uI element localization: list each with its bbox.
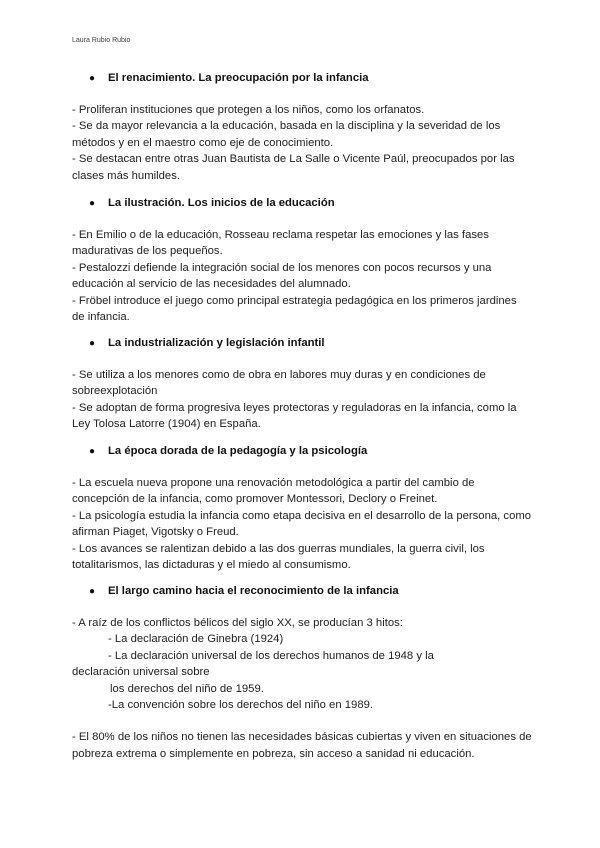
paragraph: - Los avances se ralentizan debido a las dos guerras mundiales, la guerra civil, los totalitarismos, las dictaduras y el miedo al consumismo. xyxy=(72,542,485,572)
bullet-icon: ● xyxy=(89,446,96,457)
section-heading-text: El largo camino hacia el reconocimiento de la infancia xyxy=(108,585,399,597)
section-heading xyxy=(72,336,532,351)
paragraph: - Fröbel introduce el juego como principal estrategia pedagógica en los primeros jardines de infancia. xyxy=(72,294,517,324)
section-heading-text: La ilustración. Los inicios de la educación xyxy=(108,197,335,209)
paragraph: - Proliferan instituciones que protegen a los niños, como los orfanatos. xyxy=(72,104,425,116)
paragraph: - Se destacan entre otras Juan Bautista de La Salle o Vicente Paúl, preocupados por las clases más humildes. xyxy=(72,153,515,182)
section-industrializacion xyxy=(72,336,532,433)
section-epoca-dorada xyxy=(72,444,532,573)
section-body xyxy=(72,102,532,184)
section-heading xyxy=(72,444,532,459)
paragraph: - Se da mayor relevancia a la educación, basada en la disciplina y la severidad de los métodos y en el maestro como eje de conocimiento. xyxy=(72,120,501,149)
list-item: - La declaración universal de los derechos humanos de 1948 y la xyxy=(108,649,434,662)
section-heading xyxy=(72,196,532,211)
bullet-icon: ● xyxy=(89,73,96,84)
section-heading-text: La industrialización y legislación infantil xyxy=(108,337,325,349)
section-heading-text: La época dorada de la pedagogía y la psicología xyxy=(108,445,368,457)
section-heading-text: El renacimiento. La preocupación por la infancia xyxy=(108,72,369,84)
section-reconocimiento xyxy=(72,584,532,762)
section-body xyxy=(72,615,532,762)
bullet-icon: ● xyxy=(89,338,96,349)
section-heading xyxy=(72,584,532,599)
section-body xyxy=(72,475,532,573)
paragraph: - A raíz de los conflictos bélicos del siglo XX, se producían 3 hitos: xyxy=(72,617,403,629)
list-item: - La declaración de Ginebra (1924) xyxy=(108,633,284,646)
list-item-continuation: declaración universal sobre xyxy=(72,666,210,679)
paragraph: - Pestalozzi defiende la integración social de los menores con pocos recursos y una educación al servicio de las necesidades del alumnado. xyxy=(72,261,492,291)
section-ilustracion xyxy=(72,196,532,325)
bullet-icon: ● xyxy=(89,586,96,597)
section-heading xyxy=(72,71,532,86)
section-renacimiento xyxy=(72,71,532,184)
author-name: Laura Rubio Rubio xyxy=(72,37,131,44)
list-item-continuation: los derechos del niño de 1959. xyxy=(110,682,264,695)
paragraph: - La psicología estudia la infancia como etapa decisiva en el desarrollo de la persona, como afirman Piaget, Vigotsky o Freud. xyxy=(72,509,532,539)
paragraph: - En Emilio o de la educación, Rosseau reclama respetar las emociones y las fases madurativas de los pequeños. xyxy=(72,229,489,258)
section-body xyxy=(72,367,532,433)
section-body xyxy=(72,227,532,325)
paragraph: - Se utiliza a los menores como de obra en labores muy duras y en condiciones de sobreexplotación xyxy=(72,369,486,398)
list-item: -La convención sobre los derechos del niño en 1989. xyxy=(108,699,374,712)
paragraph: - El 80% de los niños no tienen las necesidades básicas cubiertas y viven en situaciones de pobreza extrema o simplemente en pobreza, sin acceso a sanidad ni educación. xyxy=(72,731,532,760)
bullet-icon: ● xyxy=(89,198,96,209)
paragraph: - La escuela nueva propone una renovación metodológica a partir del cambio de concepción de la infancia, como promover Montessori, Declory o Freinet. xyxy=(72,477,475,506)
paragraph: - Se adoptan de forma progresiva leyes protectoras y reguladoras en la infancia, como la Ley Tolosa Latorre (1904) en España. xyxy=(72,401,517,431)
